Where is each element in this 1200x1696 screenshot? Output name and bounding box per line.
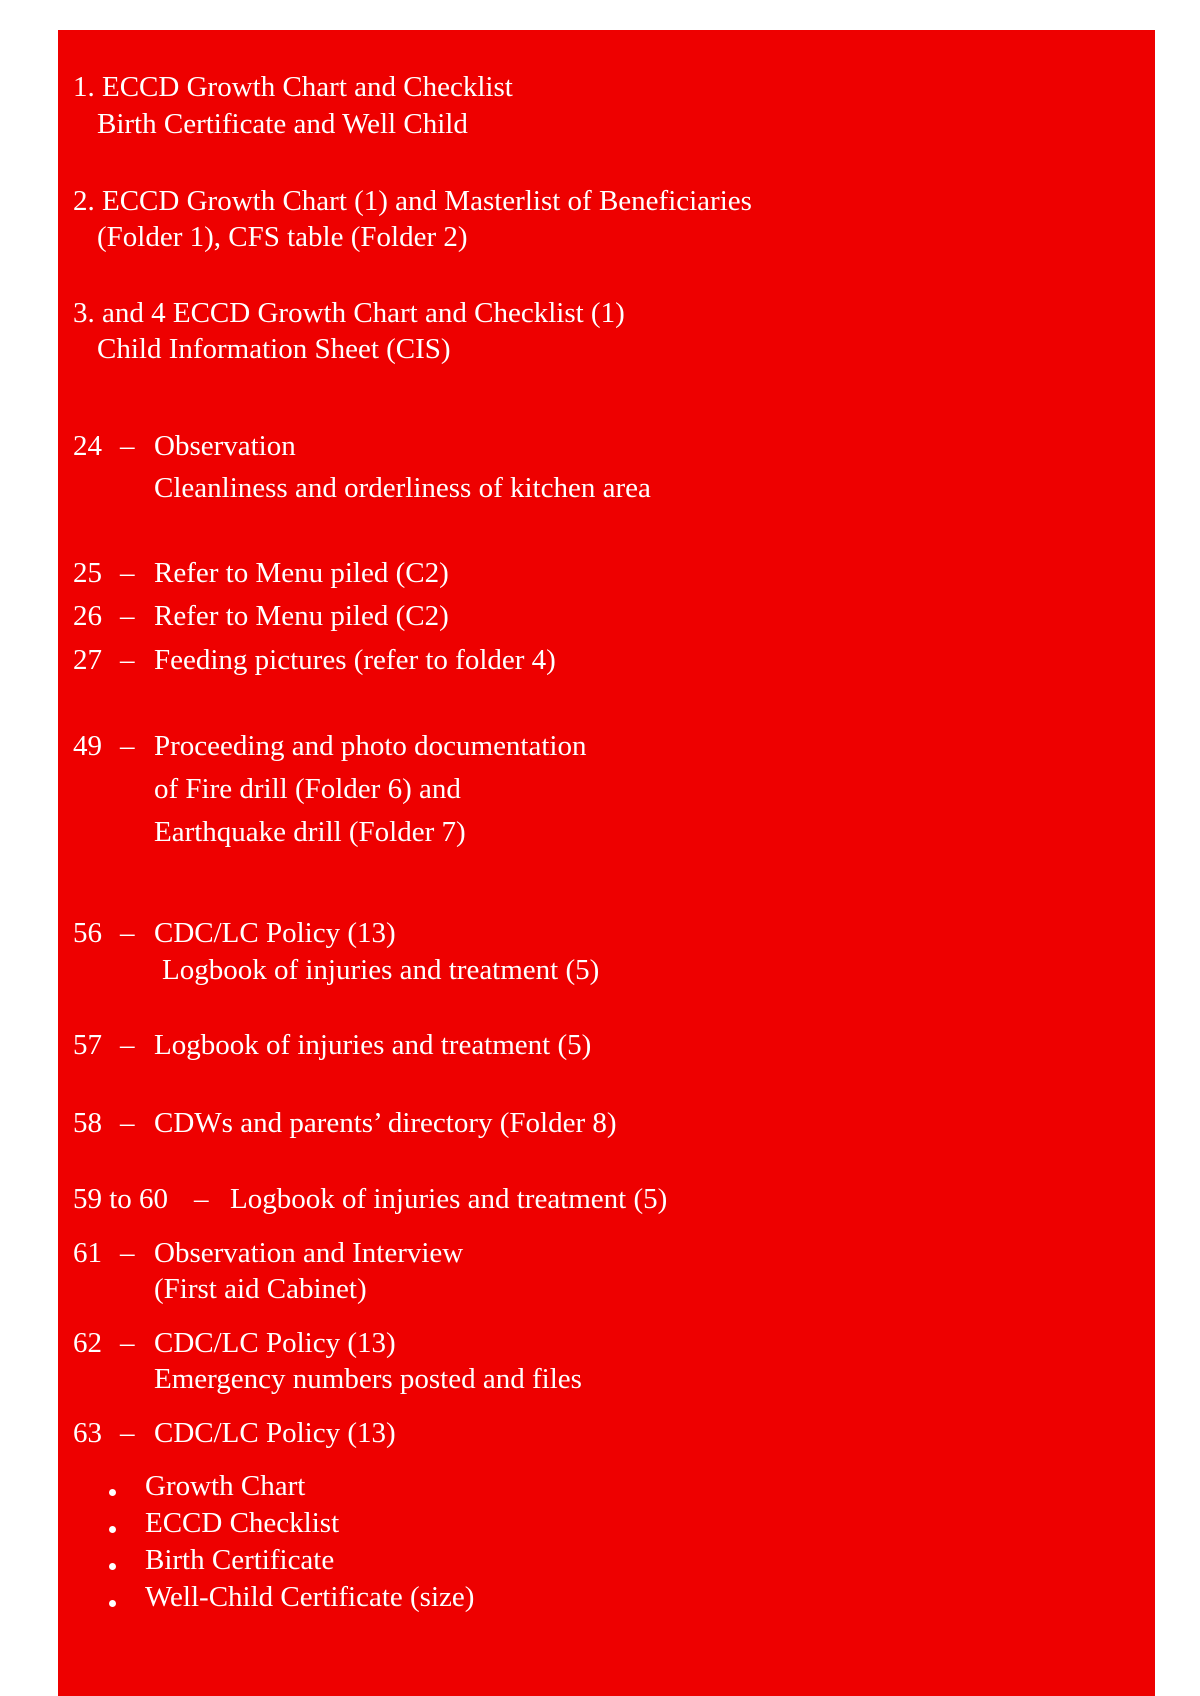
- item-49-line-2: of Fire drill (Folder 6) and: [154, 773, 461, 805]
- item-25-dash: –: [120, 557, 135, 589]
- item-58-line-1: CDWs and parents’ directory (Folder 8): [154, 1107, 617, 1139]
- item-25-number: 25: [73, 557, 102, 589]
- item-57-line-1: Logbook of injuries and treatment (5): [154, 1029, 592, 1061]
- item-62-line-1: CDC/LC Policy (13): [154, 1327, 396, 1359]
- item-2-line-2: (Folder 1), CFS table (Folder 2): [97, 221, 468, 253]
- item-63-line-1: CDC/LC Policy (13): [154, 1417, 396, 1449]
- item-49-line-1: Proceeding and photo documentation: [154, 730, 587, 762]
- item-24-line-2: Cleanliness and orderliness of kitchen area: [154, 472, 651, 504]
- item-56-dash: –: [120, 917, 135, 949]
- bullet-item-birth-certificate: Birth Certificate: [145, 1544, 335, 1576]
- item-3-line-1: 3. and 4 ECCD Growth Chart and Checklist (1): [73, 297, 625, 329]
- item-2-line-1: 2. ECCD Growth Chart (1) and Masterlist of Beneficiaries: [73, 185, 752, 217]
- bullet-item-well-child-certificate: Well-Child Certificate (size): [145, 1581, 475, 1613]
- item-27-number: 27: [73, 644, 102, 676]
- item-63-number: 63: [73, 1417, 102, 1449]
- item-1-line-1: 1. ECCD Growth Chart and Checklist: [73, 71, 513, 103]
- item-24-line-1: Observation: [154, 430, 296, 462]
- item-61-line-2: (First aid Cabinet): [154, 1273, 367, 1305]
- item-25-line-1: Refer to Menu piled (C2): [154, 557, 449, 589]
- item-61-line-1: Observation and Interview: [154, 1237, 464, 1269]
- item-49-line-3: Earthquake drill (Folder 7): [154, 816, 466, 848]
- item-62-number: 62: [73, 1327, 102, 1359]
- item-49-number: 49: [73, 730, 102, 762]
- item-27-line-1: Feeding pictures (refer to folder 4): [154, 644, 556, 676]
- item-59-60-line-1: Logbook of injuries and treatment (5): [230, 1183, 668, 1215]
- item-26-dash: –: [120, 600, 135, 632]
- item-3-line-2: Child Information Sheet (CIS): [97, 333, 451, 365]
- bullet-dot-icon: [109, 1526, 116, 1533]
- bullet-item-growth-chart: Growth Chart: [145, 1470, 306, 1502]
- item-57-dash: –: [120, 1029, 135, 1061]
- item-27-dash: –: [120, 644, 135, 676]
- item-63-dash: –: [120, 1417, 135, 1449]
- item-61-dash: –: [120, 1237, 135, 1269]
- item-56-line-2: Logbook of injuries and treatment (5): [162, 954, 600, 986]
- bullet-dot-icon: [109, 1600, 116, 1607]
- item-56-line-1: CDC/LC Policy (13): [154, 917, 396, 949]
- bullet-dot-icon: [109, 1489, 116, 1496]
- item-62-line-2: Emergency numbers posted and files: [154, 1363, 582, 1395]
- item-59-60-number: 59 to 60: [73, 1183, 169, 1215]
- bullet-item-eccd-checklist: ECCD Checklist: [145, 1507, 340, 1539]
- item-26-line-1: Refer to Menu piled (C2): [154, 600, 449, 632]
- item-1-line-2: Birth Certificate and Well Child: [97, 108, 468, 140]
- item-24-number: 24: [73, 430, 102, 462]
- item-62-dash: –: [120, 1327, 135, 1359]
- bullet-dot-icon: [109, 1563, 116, 1570]
- item-56-number: 56: [73, 917, 102, 949]
- item-61-number: 61: [73, 1237, 102, 1269]
- item-58-dash: –: [120, 1107, 135, 1139]
- item-49-dash: –: [120, 730, 135, 762]
- item-58-number: 58: [73, 1107, 102, 1139]
- item-59-60-dash: –: [194, 1183, 209, 1215]
- document-page: [58, 30, 1155, 1696]
- item-26-number: 26: [73, 600, 102, 632]
- item-57-number: 57: [73, 1029, 102, 1061]
- item-24-dash: –: [120, 430, 135, 462]
